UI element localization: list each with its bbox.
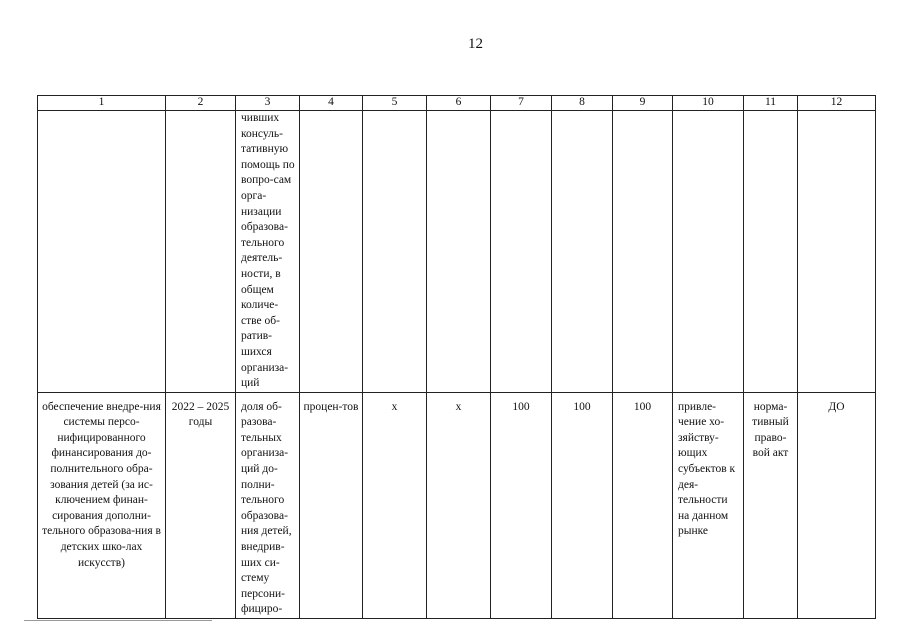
table-cell	[166, 111, 236, 393]
table-cell	[613, 111, 673, 393]
document-type-cell: норма-тивный право-вой акт	[744, 392, 798, 618]
table-cell	[491, 111, 552, 393]
value-cell: x	[427, 392, 491, 618]
table-cell	[673, 111, 744, 393]
column-header: 11	[744, 96, 798, 111]
column-header: 12	[798, 96, 876, 111]
page-number: 12	[468, 36, 483, 52]
result-cell: привле-чение хо-зяйству-ющих субъектов к дея-тельности на данном рынке	[673, 392, 744, 618]
period-cell: 2022 – 2025 годы	[166, 392, 236, 618]
column-header: 1	[38, 96, 166, 111]
bottom-rule	[24, 620, 212, 621]
column-header: 8	[552, 96, 613, 111]
unit-cell: процен-тов	[300, 392, 363, 618]
column-header: 2	[166, 96, 236, 111]
value-cell: 100	[491, 392, 552, 618]
value-cell: x	[363, 392, 427, 618]
table-cell	[363, 111, 427, 393]
table-cell	[300, 111, 363, 393]
indicator-cell: доля об-разова-тельных организа-ций до-полни-тельного образова-ния детей, внедрив-ших си-стему персони-фициро-	[236, 392, 300, 618]
table-row	[38, 392, 876, 618]
table-cell	[38, 111, 166, 393]
table-row-continuation	[38, 111, 876, 393]
data-table	[37, 95, 876, 619]
responsible-cell: ДО	[798, 392, 876, 618]
column-header: 5	[363, 96, 427, 111]
column-header: 6	[427, 96, 491, 111]
indicator-continuation-cell: чивших консуль-тативную помощь по вопро-сам орга-низации образова-тельного деятель-ности, в общем количе-стве об-ратив-шихся организа-ций	[236, 111, 300, 393]
column-header: 3	[236, 96, 300, 111]
table-cell	[427, 111, 491, 393]
column-header: 7	[491, 96, 552, 111]
measure-cell: обеспечение внедре-ния системы персо-нифицированного финансирования до-полнительного обра-зования детей (за ис-ключением финан-сирования дополни-тельного образова-ния в детских шко-лах искусств)	[38, 392, 166, 618]
value-cell: 100	[552, 392, 613, 618]
table-cell	[744, 111, 798, 393]
table-cell	[798, 111, 876, 393]
table-cell	[552, 111, 613, 393]
column-header: 10	[673, 96, 744, 111]
column-header: 9	[613, 96, 673, 111]
table-header-row	[38, 96, 876, 111]
column-header: 4	[300, 96, 363, 111]
value-cell: 100	[613, 392, 673, 618]
